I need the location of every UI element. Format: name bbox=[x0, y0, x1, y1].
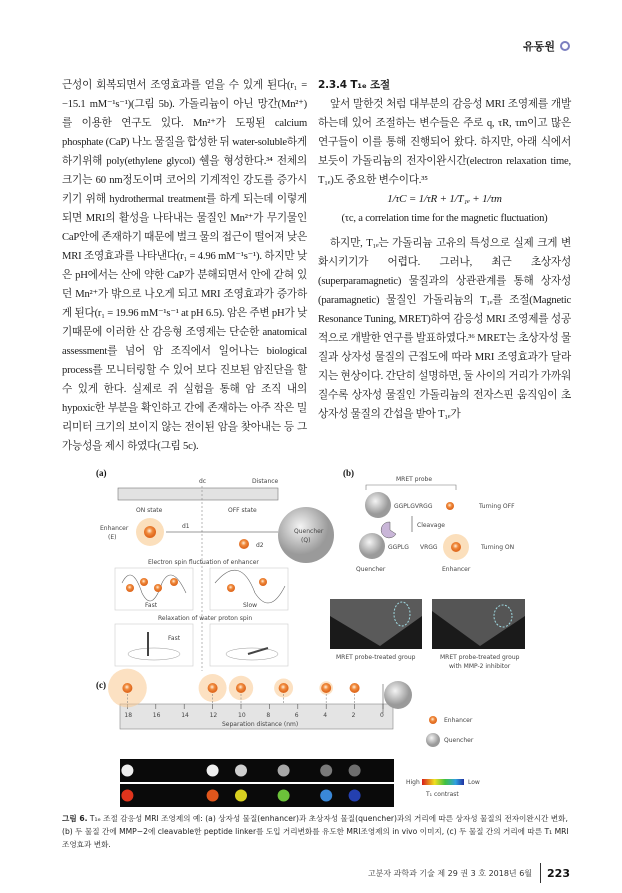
equation: 1/τC = 1/τR + 1/T₁ₑ + 1/τm bbox=[387, 193, 502, 205]
right-column bbox=[318, 76, 571, 424]
panel-a bbox=[96, 468, 334, 671]
enhancer-particle bbox=[451, 542, 461, 552]
legend-quencher: Quencher bbox=[444, 737, 474, 744]
precession-ellipse bbox=[226, 648, 278, 660]
fast-relax-box bbox=[115, 624, 193, 666]
enhancer-particle bbox=[239, 539, 249, 549]
body-paragraph: 하지만, T₁ₑ는 가돌리늄 고유의 특성으로 실제 크게 변화시키기가 어렵다. 그러나, 최근 초상자성(superparamagnetic) 물질과의 상관관계를 통해 상자성(paramagnetic) 물질인 가돌리늄의 T₁ₑ를 조절(Magnetic Resonance Tuning, MRET)하여 감응성 MRI 조영제를 성공적으로 개발한 연구를 발표하였다.³⁶ MRET는 초상자성 물질과 상자성 물질의 근접도에 따라 MRI 조영효과가 달라지는 현상이다. 간단히 설명하면, 둘 사이의 거리가 가까워질수록 상자성 물질인 가돌리늄의 전자스핀 움직임이 초상자성 물질의 간섭을 받아 T₁ₑ가 bbox=[318, 238, 571, 420]
linker-label: GGPLGVRGG bbox=[394, 503, 433, 510]
mmp2-enzyme-icon bbox=[381, 522, 396, 538]
color-phantom bbox=[235, 790, 247, 802]
quencher-particle bbox=[384, 681, 412, 709]
on-state-label: ON state bbox=[136, 507, 163, 514]
page-number: 223 bbox=[547, 866, 570, 880]
tick-label: 10 bbox=[238, 712, 246, 719]
left-column bbox=[62, 76, 307, 456]
tick-label: 12 bbox=[209, 712, 218, 719]
dc-label: dc bbox=[199, 478, 207, 485]
panel-b bbox=[330, 468, 525, 670]
slow-wave bbox=[215, 570, 285, 603]
enhancer-particle bbox=[144, 526, 156, 538]
tick-label: 4 bbox=[323, 712, 328, 719]
enhancer-particle bbox=[279, 683, 289, 693]
distance-ruler bbox=[118, 488, 278, 500]
grayscale-phantom bbox=[320, 765, 332, 777]
tick-label: 16 bbox=[152, 712, 161, 719]
enhancer-particle bbox=[236, 683, 246, 693]
quencher-particle bbox=[278, 507, 334, 563]
enhancer-label: Enhancer bbox=[442, 566, 471, 573]
tick-label: 6 bbox=[294, 712, 299, 719]
tick-label: 0 bbox=[380, 712, 384, 719]
journal-info: 고분자 과학과 기술 제 29 권 3 호 2018년 6월 bbox=[367, 868, 533, 878]
turning-off-label: Turning OFF bbox=[479, 503, 515, 510]
distance-label: Distance bbox=[252, 478, 279, 485]
mret-probe-bracket bbox=[366, 485, 456, 490]
legend-enhancer: Enhancer bbox=[444, 717, 473, 724]
body-paragraph: 앞서 말한것 처럼 대부분의 감응성 MRI 조영제를 개발하는데 있어 조절하는 변수들은 주로 q, τR, τm이고 많은 연구들이 이를 통해 진행되어 왔다. 하지만, 아래 식에서 보듯이 가돌리늄의 전자이완시간(electron relaxation time, T₁ₑ)도 중요한 변수이다.³⁵ bbox=[318, 99, 571, 186]
colorbar-high: High bbox=[406, 779, 420, 786]
enhancer-label: Enhancer bbox=[100, 525, 129, 532]
panel-label: (c) bbox=[96, 680, 106, 690]
turning-on-label: Turning ON bbox=[481, 544, 515, 551]
d1-label: d1 bbox=[182, 523, 190, 530]
quencher-particle bbox=[359, 533, 385, 559]
tick-label: 2 bbox=[351, 712, 356, 719]
footer-divider bbox=[540, 863, 541, 883]
caption-label: 그림 6. bbox=[62, 814, 88, 823]
enhancer-abbr: (E) bbox=[108, 534, 117, 541]
axis-label: Separation distance (nm) bbox=[222, 721, 299, 728]
slow-spin-arrow bbox=[248, 648, 268, 654]
enhancer-particle bbox=[446, 502, 454, 510]
enhancer-particle bbox=[350, 683, 360, 693]
image2-caption: MRET probe-treated group bbox=[440, 654, 520, 661]
fragment-q-label: GGPLG bbox=[388, 544, 409, 551]
cleavage-label: Cleavage bbox=[417, 522, 445, 529]
colorbar-label: T₁ contrast bbox=[426, 791, 459, 798]
image1-caption: MRET probe-treated group bbox=[336, 654, 416, 661]
colorbar-low: Low bbox=[468, 779, 480, 786]
equation-note: (τc, a correlation time for the magnetic fluctuation) bbox=[341, 213, 548, 224]
relax-fast-label: Fast bbox=[168, 635, 181, 642]
running-header bbox=[523, 38, 570, 54]
section-heading: 2.3.4 T₁ₑ 조절 bbox=[318, 79, 390, 91]
body-paragraph: 근성이 회복되면서 조영효과를 얻을 수 있게 된다(r₁ = −15.1 mM⁻¹s⁻¹)(그림 5b). 가돌리늄이 아닌 망간(Mn²⁺)를 이용한 연구도 있다. Mn²⁺가 도핑된 calcium phosphate (CaP) 나노 물질을 합성한 뒤 water-soluble하게 하기위해 poly(ethylene glycol) 쉘을 형성한다.³⁴ 전체의 크기는 60 nm정도이며 코어의 기계적인 강도를 증가시키기 위해 hydrothermal treatment를 하게 되는데 이렇게 되면 MRI의 활성을 나타내는 물질인 Mn²⁺가 무기물인 CaP안에 존재하기 때문에 벌크 물의 접근이 떨어져 낮은 MRI 조영효과를 나타낸다(r₁ = 4.96 mM⁻¹s⁻¹). 하지만 낮은 pH에서는 산에 약한 CaP가 분해되면서 안에 갇혀 있던 Mn²⁺가 밖으로 나오게 되고 MRI 조영효과가 증가하게 된다(r₁ = 19.96 mM⁻¹s⁻¹ at pH 6.5). 암은 주변 pH가 낮기때문에 이러한 산 감응형 조영제는 단순한 anatomical assessment를 넘어 암 조직에서 일어나는 biological process를 모니터링할 수 있어 보다 진보된 암진단을 할 수 있게 한다. 실제로 쥐 실험을 통해 암 조직 내의 hypoxic한 부분을 확인하고 간에 존재하는 아주 작은 밀리미터 크기의 보이지 않는 전이된 암을 찾아내는 등 그 가능성을 제시 하였다(그림 5c). bbox=[62, 80, 307, 452]
panel-label: (a) bbox=[96, 468, 107, 478]
tick-label: 8 bbox=[266, 712, 271, 719]
grayscale-phantom bbox=[349, 765, 361, 777]
legend-enhancer-icon bbox=[429, 716, 437, 724]
legend-quencher-icon bbox=[426, 733, 440, 747]
off-state-label: OFF state bbox=[228, 507, 257, 514]
author-name: 유동원 bbox=[523, 40, 555, 53]
color-phantom bbox=[121, 790, 133, 802]
grayscale-phantom bbox=[121, 765, 133, 777]
color-phantom bbox=[207, 790, 219, 802]
footer bbox=[0, 863, 570, 883]
mret-probe-label: MRET probe bbox=[396, 476, 433, 483]
quencher-label: Quencher bbox=[294, 528, 324, 535]
figure-6 bbox=[60, 466, 580, 808]
quencher-particle bbox=[365, 492, 391, 518]
enhancer-particle bbox=[122, 683, 132, 693]
enhancer-series bbox=[108, 669, 360, 708]
panel-c bbox=[96, 669, 480, 807]
tick-label: 18 bbox=[124, 712, 133, 719]
spin-title: Electron spin fluctuation of enhancer bbox=[148, 559, 259, 566]
colorbar bbox=[422, 779, 464, 785]
grayscale-phantom bbox=[235, 765, 247, 777]
grayscale-phantom bbox=[278, 765, 290, 777]
text-columns bbox=[62, 76, 571, 456]
quencher-abbr: (Q) bbox=[301, 537, 311, 544]
ring-icon bbox=[560, 41, 570, 51]
precession-ellipse bbox=[128, 648, 180, 660]
enhancer-particle bbox=[208, 683, 218, 693]
tick-label: 14 bbox=[181, 712, 189, 719]
fragment-e-label: VRGG bbox=[420, 544, 438, 551]
slow-relax-box bbox=[210, 624, 288, 666]
quencher-label: Quencher bbox=[356, 566, 386, 573]
d2-label: d2 bbox=[256, 542, 264, 549]
caption-text: T₁ₑ 조절 감응성 MRI 조영제의 예: (a) 상자성 물질(enhancer)과 초상자성 물질(quencher)과의 거리에 따른 상자성 물질의 전자이완시간 변화, (b) 두 물질 간에 MMP−2에 cleavable한 peptide linker를 도입 거리변화를 유도한 MRI조영제의 in vivo 이미지, (c) 두 물질 간의 거리에 따른 T₁ MRI 조영효과 변화. bbox=[62, 814, 569, 849]
slow-label: Slow bbox=[243, 602, 258, 609]
color-phantom bbox=[320, 790, 332, 802]
grayscale-phantom bbox=[207, 765, 219, 777]
figure-caption bbox=[62, 812, 572, 851]
relax-title: Relaxation of water proton spin bbox=[158, 615, 253, 622]
panel-label: (b) bbox=[343, 468, 354, 478]
fast-label: Fast bbox=[145, 602, 158, 609]
color-phantom bbox=[278, 790, 290, 802]
color-phantom bbox=[349, 790, 361, 802]
enhancer-particle bbox=[321, 683, 331, 693]
spin-particles bbox=[126, 578, 267, 592]
image2-caption: with MMP-2 inhibitor bbox=[449, 663, 511, 670]
